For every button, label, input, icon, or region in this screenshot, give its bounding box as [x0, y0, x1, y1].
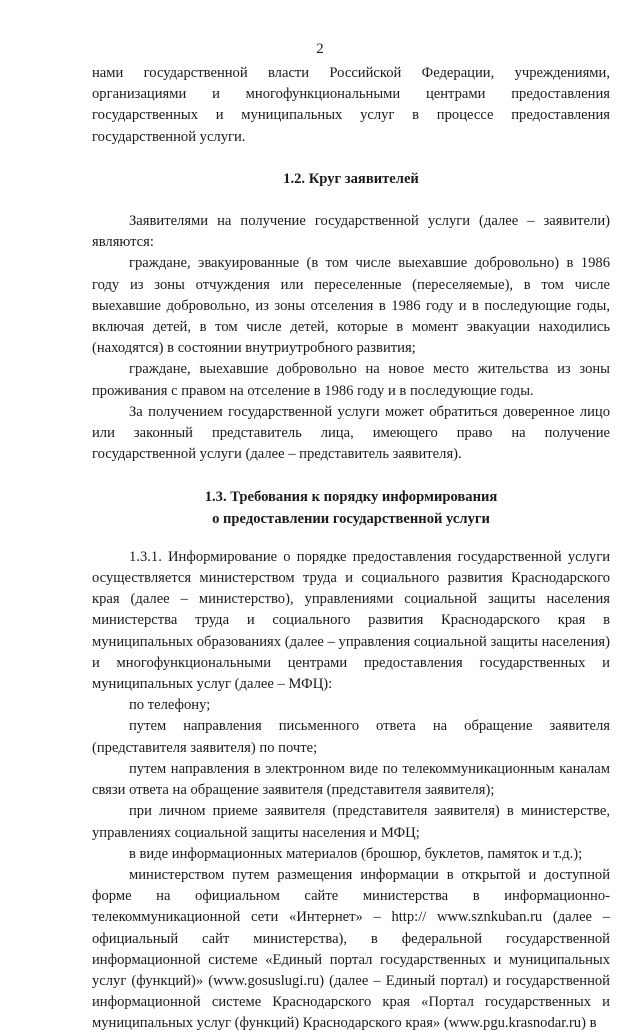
paragraph: граждане, эвакуированные (в том числе выехавшие добровольно) в 1986 году из зоны отчуждения или переселенные (переселяемые), в том числе выехавшие добровольно, из зоны отселения в 1986 году и в последующие годы, включая детей, в том числе детей, которые в момент эвакуации находились (находятся) в состоянии внутриутробного развития;	[92, 255, 610, 357]
list-item: по телефону;	[129, 697, 211, 714]
list-item: при личном приеме заявителя (представителя заявителя) в министерстве, управлениях социальной защиты населения и МФЦ;	[92, 803, 610, 841]
section-1-3-body	[92, 547, 610, 1035]
paragraph: Заявителями на получение государственной услуги (далее – заявители) являются:	[92, 213, 610, 251]
list-item: путем направления в электронном виде по телекоммуникационным каналам связи ответа на обращение заявителя (представителя заявителя);	[92, 760, 610, 799]
paragraph: За получением государственной услуги может обратиться доверенное лицо или законный представитель лица, имеющего право на получение государственной услуги (далее – представитель заявителя).	[92, 403, 610, 463]
paragraph: 1.3.1. Информирование о порядке предоставления государственной услуги осуществляется министерством труда и социального развития Краснодарского края (далее – министерство), управлениями социальной защиты населения министерства труда и социального развития Краснодарского края в муниципальных образованиях (далее – управления социальной защиты населения) и многофункциональными центрами предоставления государственных и муниципальных услуг (далее – МФЦ):	[92, 548, 610, 693]
section-heading-1-3	[92, 487, 610, 529]
intro-paragraph: нами государственной власти Российской Федерации, учреждениями, организациями и многофункциональными центрами предоставления государственных и муниципальных услуг в процессе предоставления государственной услуги.	[92, 65, 610, 145]
section-heading-1-3-line1: 1.3. Требования к порядку информирования	[204, 489, 498, 506]
list-item: путем направления письменного ответа на обращение заявителя (представителя заявителя) по почте;	[92, 718, 610, 756]
section-heading-1-3-line2: о предоставлении государственной услуги	[212, 510, 490, 527]
list-item: в виде информационных материалов (брошюр, буклетов, памяток и т.д.);	[129, 845, 583, 862]
section-1-2-body	[92, 211, 610, 465]
paragraph: граждане, выехавшие добровольно на новое место жительства из зоны проживания с правом на отселение в 1986 году и в последующие годы.	[92, 361, 610, 399]
page-number: 2	[316, 41, 324, 57]
list-item: министерством путем размещения информации в открытой и доступной форме на официальном сайте министерства в информационно-телекоммуникационной сети «Интернет» – http:// www.sznkuban.ru (далее – официальный сайт министерства), в федеральной государственной информационной системе «Единый портал государственных и муниципальных услуг (функций)» (www.gosuslugi.ru) (далее – Единый портал) и государственной информационной системе Краснодарского края «Портал государственных и муниципальных услуг (функций) Краснодарского края» (www.pgu.krasnodar.ru) в	[92, 866, 610, 1032]
document-body	[92, 63, 610, 1035]
section-heading-1-2: 1.2. Круг заявителей	[283, 170, 419, 187]
